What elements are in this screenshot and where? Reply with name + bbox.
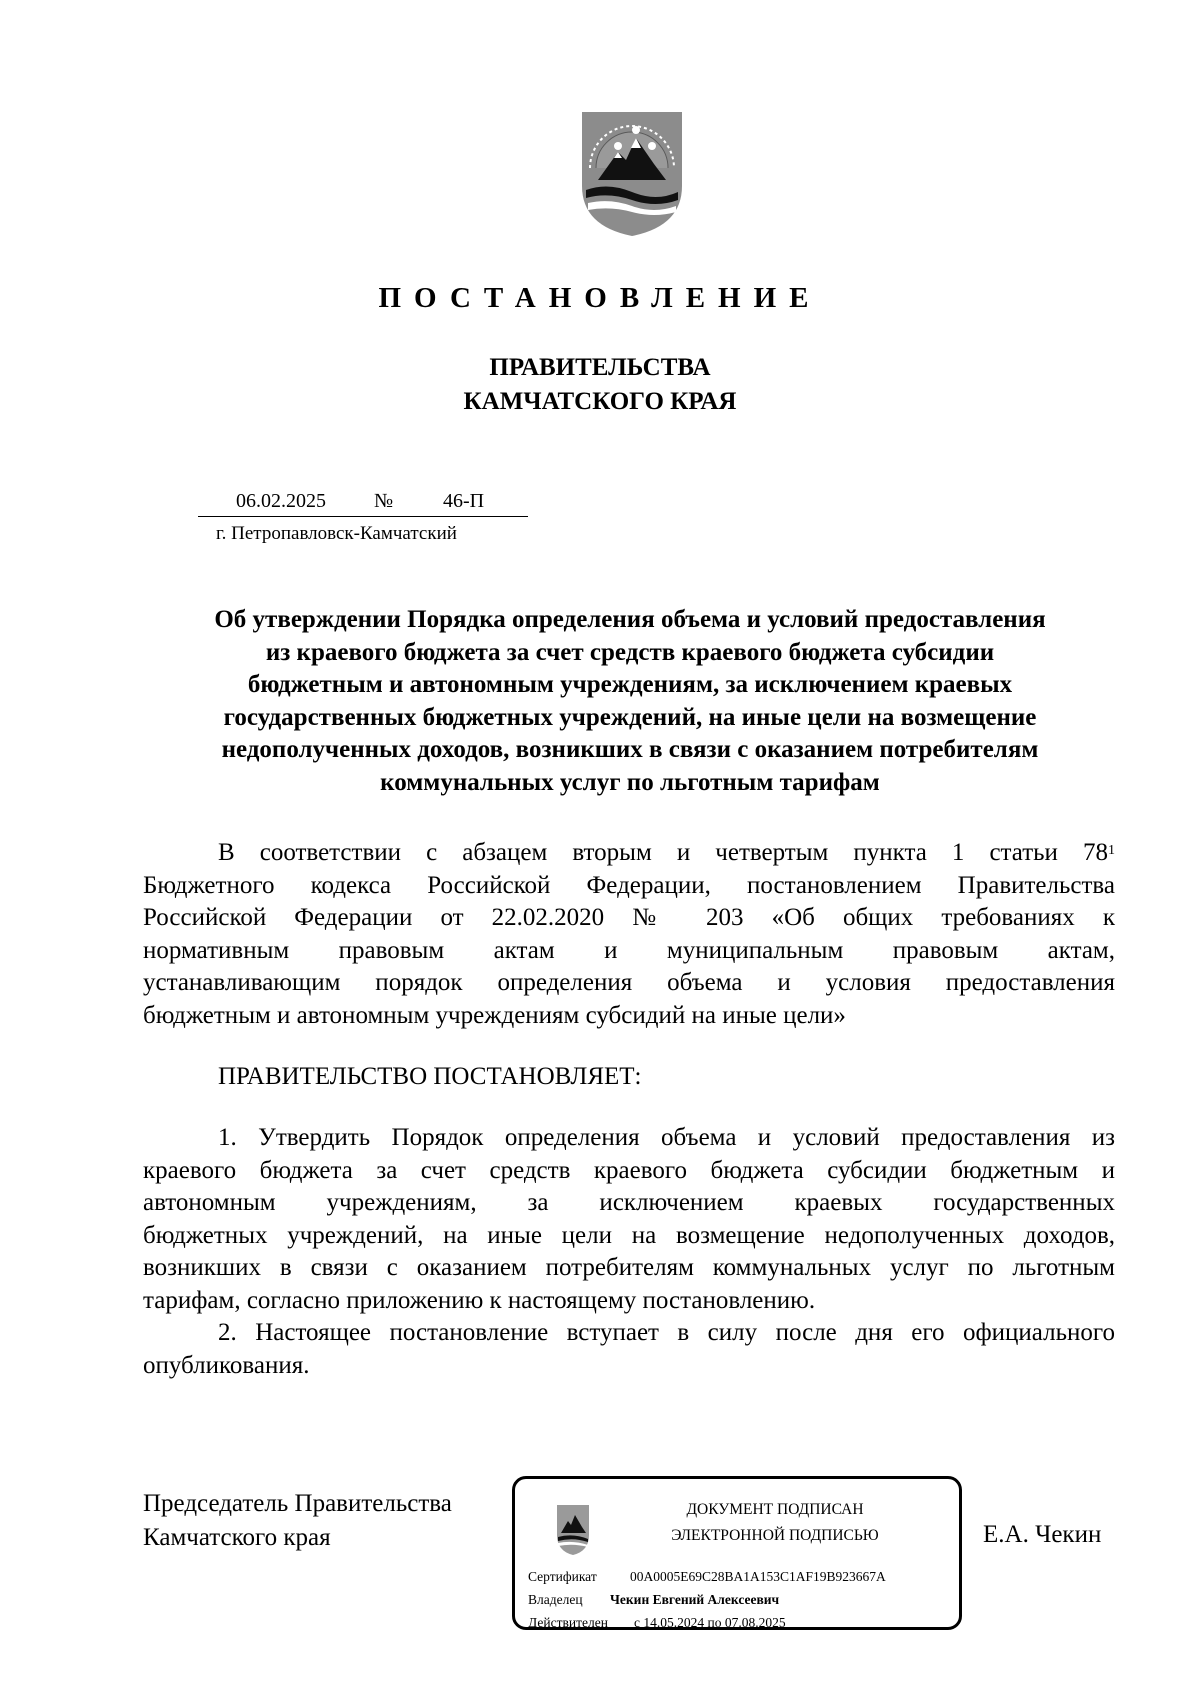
paragraph-line: Бюджетного кодекса Российской Федерации, постановлением Правительства: [143, 871, 1115, 899]
validity-row: [528, 1615, 786, 1631]
paragraph-line: краевого бюджета за счет средств краевого бюджета субсидии бюджетным и: [143, 1156, 1115, 1184]
stamp-header: [625, 1497, 925, 1549]
stamp-title-line-2: ЭЛЕКТРОННОЙ ПОДПИСЬЮ: [671, 1527, 879, 1544]
document-type-title: ПОСТАНОВЛЕНИЕ: [378, 282, 822, 314]
certificate-label: Сертификат: [528, 1569, 597, 1584]
item-1-paragraph: [143, 1122, 1115, 1382]
paragraph-line: 1. Утвердить Порядок определения объема и условий предоставления из: [218, 1124, 1115, 1151]
issuer-line-1: ПРАВИТЕЛЬСТВА: [489, 354, 711, 381]
heading-line: недополученных доходов, возникших в связи с оказанием потребителям: [221, 736, 1039, 763]
certificate-row: [528, 1569, 886, 1585]
heading-line: из краевого бюджета за счет средств краевого бюджета субсидии: [265, 638, 995, 666]
preamble-paragraph: [143, 837, 1115, 1032]
article-superscript: 1: [1108, 843, 1115, 858]
heading-line: государственных бюджетных учреждений, на иные цели на возмещение: [223, 703, 1037, 731]
signer-name: Е.А. Чекин: [983, 1521, 1102, 1548]
signer-position: [143, 1487, 452, 1555]
heading-line: бюджетным и автономным учреждениям, за исключением краевых: [247, 671, 1013, 698]
paragraph-line: опубликования.: [143, 1351, 310, 1379]
document-date: 06.02.2025: [236, 490, 326, 512]
heading-line: коммунальных услуг по льготным тарифам: [380, 768, 880, 796]
owner-row: [528, 1592, 779, 1608]
validity-value: с 14.05.2024 по 07.08.2025: [634, 1615, 786, 1630]
paragraph-line: устанавливающим порядок определения объема и условия предоставления: [143, 969, 1115, 996]
electronic-signature-stamp: [512, 1476, 962, 1630]
document-number: 46-П: [443, 490, 485, 512]
paragraph-line: [143, 837, 1115, 870]
certificate-value: 00A0005E69C28BA1A153C1AF19B923667A: [630, 1569, 886, 1584]
signer-position-line-2: Камчатского края: [143, 1524, 331, 1551]
paragraph-line: возникших в связи с оказанием потребителям коммунальных услуг по льготным: [143, 1254, 1115, 1281]
coat-of-arms-icon: [578, 108, 686, 238]
paragraph-line: Российской Федерации от 22.02.2020 № 203 «Об общих требованиях к: [143, 904, 1115, 931]
decree-line: ПРАВИТЕЛЬСТВО ПОСТАНОВЛЯЕТ:: [218, 1063, 642, 1090]
preamble-first-line: В соответствии с абзацем вторым и четвертым пункта 1 статьи 78: [218, 839, 1108, 866]
owner-label: Владелец: [528, 1592, 583, 1607]
coat-of-arms-icon: [555, 1503, 591, 1557]
signer-position-line-1: Председатель Правительства: [143, 1490, 452, 1517]
document-heading: [140, 604, 1120, 799]
paragraph-line: нормативным правовым актам и муниципальным правовым актам,: [143, 936, 1115, 964]
heading-line: Об утверждении Порядка определения объема и условий предоставления: [214, 606, 1046, 633]
owner-value: Чекин Евгений Алексеевич: [610, 1592, 780, 1607]
validity-label: Действителен: [528, 1615, 608, 1630]
number-sign: №: [374, 490, 394, 512]
registration-line: [198, 490, 528, 517]
paragraph-line: 2. Настоящее постановление вступает в силу после дня его официального: [218, 1319, 1115, 1346]
paragraph-line: бюджетным и автономным учреждениям субсидий на иные цели»: [143, 1001, 846, 1029]
city: г. Петропавловск-Камчатский: [216, 523, 457, 544]
issuer-line-2: КАМЧАТСКОГО КРАЯ: [463, 388, 737, 415]
stamp-title-line-1: ДОКУМЕНТ ПОДПИСАН: [686, 1501, 864, 1518]
paragraph-line: тарифам, согласно приложению к настоящему постановлению.: [143, 1286, 816, 1314]
paragraph-line: автономным учреждениям, за исключением краевых государственных: [143, 1189, 1115, 1216]
paragraph-line: бюджетных учреждений, на иные цели на возмещение недополученных доходов,: [143, 1221, 1115, 1249]
